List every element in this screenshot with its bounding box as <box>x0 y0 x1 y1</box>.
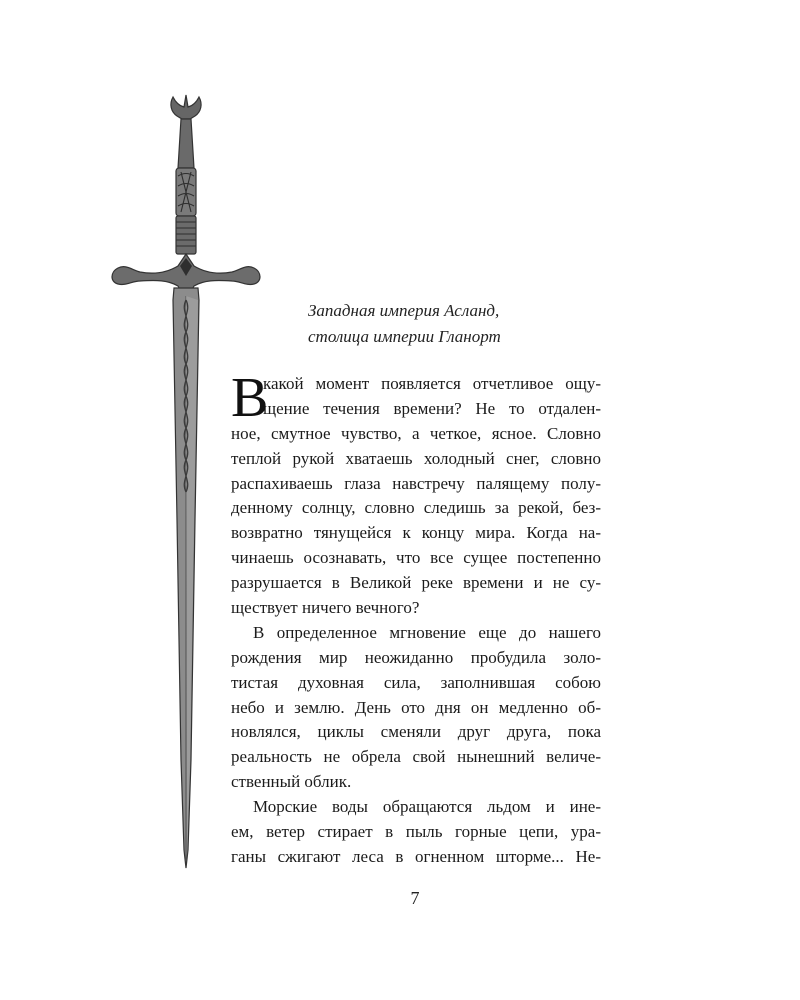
paragraph-3 <box>231 795 601 870</box>
text-line: тистая духовная сила, заполнившая собою <box>231 672 601 692</box>
sword-pommel <box>171 95 201 119</box>
text-line: небо и землю. День ото дня он медленно об- <box>231 697 601 717</box>
text-line: В определенное мгновение еще до нашего <box>253 622 601 642</box>
text-line: рождения мир неожиданно пробудила золо- <box>231 647 601 667</box>
sword-grip-upper <box>178 119 194 168</box>
text-line: возвратно тянущейся к концу мира. Когда на- <box>231 523 601 543</box>
text-line: ганы сжигают леса в огненном шторме... Не- <box>231 846 601 866</box>
text-line: новлялся, циклы сменяли друг друга, пока <box>231 722 601 742</box>
text-line: Морские воды обращаются льдом и ине- <box>253 797 601 817</box>
heading-line-1: Западная империя Асланд, <box>308 301 500 320</box>
text-line: чинаешь осознавать, что все сущее постепенно <box>231 548 601 568</box>
text-line: реальность не обрела свой нынешний величе- <box>231 747 601 767</box>
text-line: какой момент появляется отчетливое ощу- <box>263 374 601 393</box>
paragraph-1 <box>231 367 601 621</box>
text-line: денному солнцу, словно следишь за рекой, без- <box>231 498 601 518</box>
text-line: ственный облик. <box>231 772 352 792</box>
text-line: распахиваешь глаза навстречу палящему полу- <box>231 473 601 493</box>
paragraph-2 <box>231 621 601 795</box>
heading-line-2: столица империи Гланорт <box>308 327 501 346</box>
text-line: щение течения времени? Не то отдален- <box>263 398 601 418</box>
text-line: ем, ветер стирает в пыль горные цепи, ура- <box>231 822 601 842</box>
text-line: ществует ничего вечного? <box>231 598 420 618</box>
page-number: 7 <box>410 888 420 908</box>
body-text <box>231 367 601 870</box>
text-line: разрушается в Великой реке времени и не су- <box>231 573 601 593</box>
drop-cap: В <box>231 367 269 429</box>
chapter-heading <box>308 298 608 350</box>
text-line: ное, смутное чувство, а четкое, ясное. Словно <box>231 423 601 443</box>
text-line: теплой рукой хватаешь холодный снег, словно <box>231 448 601 468</box>
